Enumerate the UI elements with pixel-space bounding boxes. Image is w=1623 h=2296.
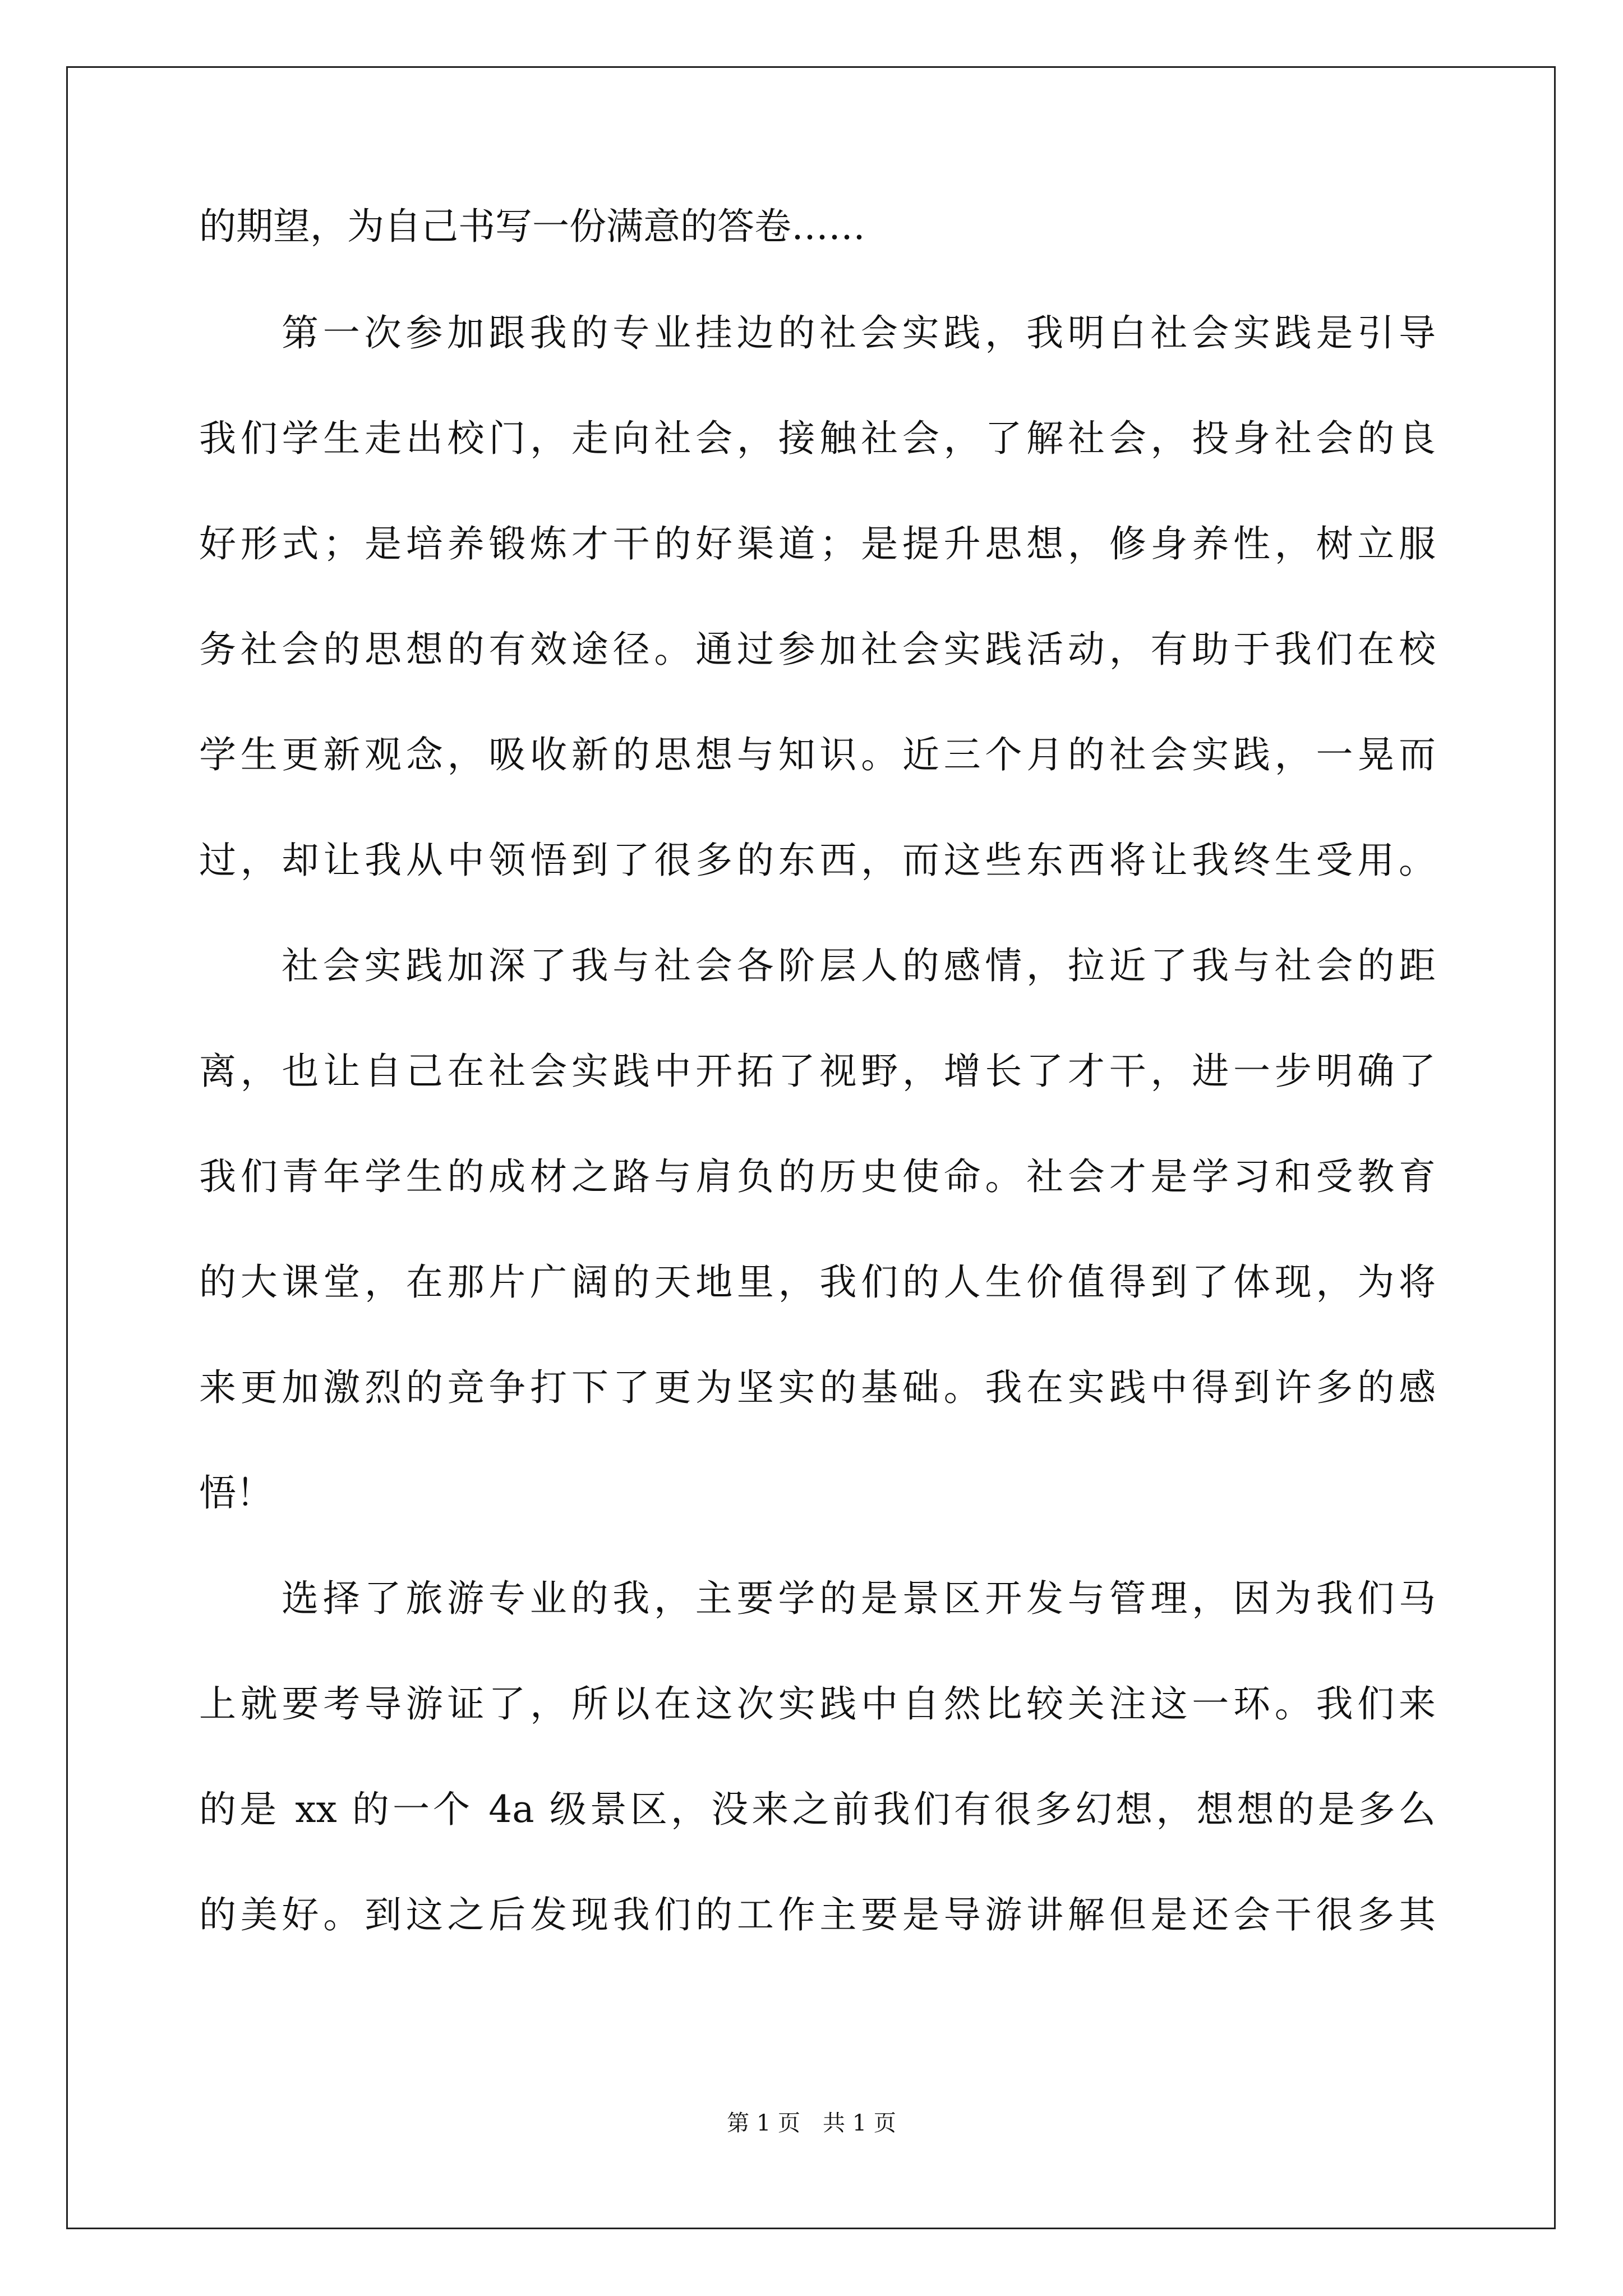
text-line: 的美好。到这之后发现我们的工作主要是导游讲解但是还会干很多其 xyxy=(199,1893,1436,1936)
text-line: 离，也让自己在社会实践中开拓了视野，增长了才干，进一步明确了 xyxy=(199,1050,1436,1093)
text-line: 的大课堂，在那片广阔的天地里，我们的人生价值得到了体现，为将 xyxy=(199,1260,1436,1304)
page-number: 第 1 页 xyxy=(727,2110,800,2136)
text-line: 我们青年学生的成材之路与肩负的历史使命。社会才是学习和受教育 xyxy=(199,1155,1436,1198)
paragraph-first-line: 社会实践加深了我与社会各阶层人的感情，拉近了我与社会的距 xyxy=(282,944,1436,987)
text-line: 上就要考导游证了，所以在这次实践中自然比较关注这一环。我们来 xyxy=(199,1682,1436,1726)
text-line: 的期望，为自己书写一份满意的答卷…… xyxy=(199,205,865,248)
paragraph-first-line: 第一次参加跟我的专业挂边的社会实践，我明白社会实践是引导 xyxy=(282,311,1436,355)
text-line: 过，却让我从中领悟到了很多的东西，而这些东西将让我终生受用。 xyxy=(199,839,1436,882)
text-line: 来更加激烈的竞争打下了更为坚实的基础。我在实践中得到许多的感 xyxy=(199,1366,1436,1409)
page-footer xyxy=(0,2108,1623,2139)
text-line: 我们学生走出校门，走向社会，接触社会，了解社会，投身社会的良 xyxy=(199,417,1436,460)
paragraph-first-line: 选择了旅游专业的我，主要学的是景区开发与管理，因为我们马 xyxy=(282,1577,1436,1620)
page-total: 共 1 页 xyxy=(823,2110,896,2136)
text-line: 的是 xx 的一个 4a 级景区，没来之前我们有很多幻想，想想的是多么 xyxy=(199,1788,1436,1831)
text-line: 务社会的思想的有效途径。通过参加社会实践活动，有助于我们在校 xyxy=(199,628,1436,671)
text-line: 悟！ xyxy=(199,1471,273,1515)
text-line: 学生更新观念，吸收新的思想与知识。近三个月的社会实践，一晃而 xyxy=(199,733,1436,776)
text-line: 好形式；是培养锻炼才干的好渠道；是提升思想，修身养性，树立服 xyxy=(199,522,1436,565)
